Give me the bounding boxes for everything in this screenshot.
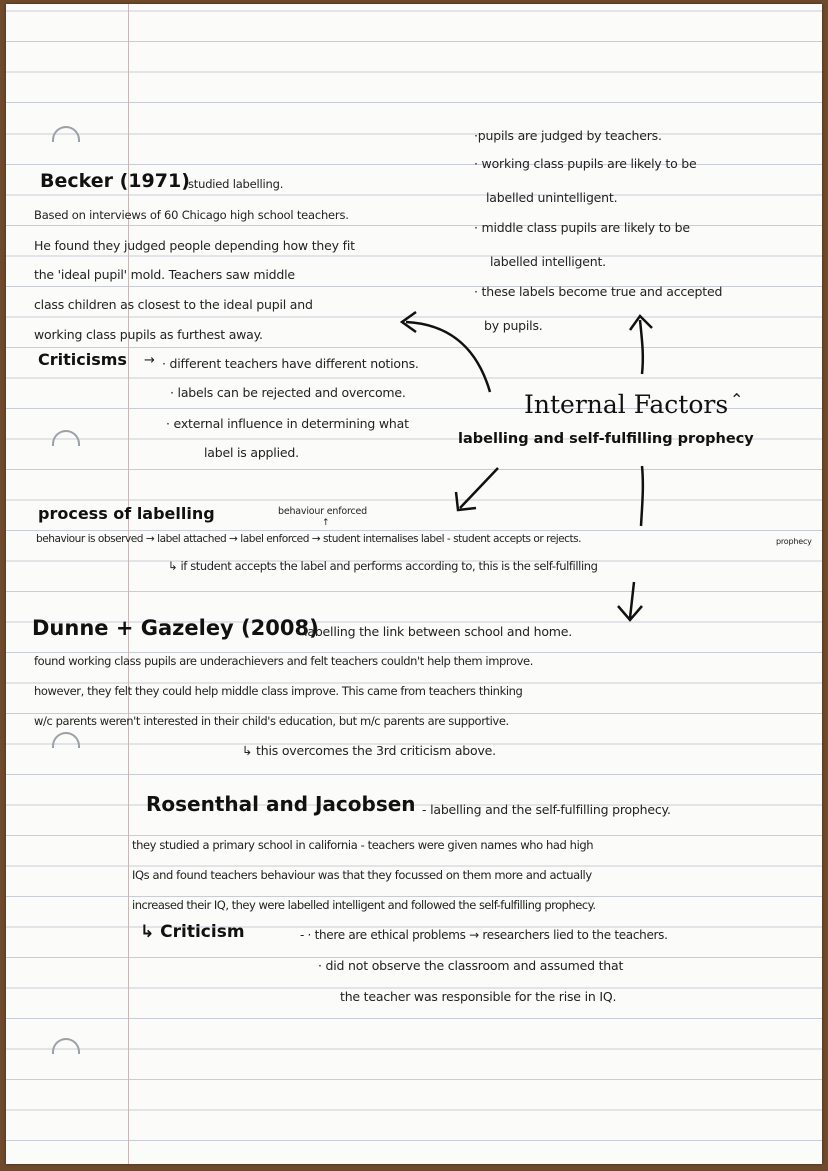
list-item: · working class pupils are likely to be xyxy=(474,156,697,171)
process-prophecy: prophecy xyxy=(776,537,812,546)
rosenthal-subtitle: - labelling and the self-fulfilling prophecy. xyxy=(422,802,671,817)
arrow-icon: → xyxy=(144,353,155,368)
criticisms-heading: Criticisms xyxy=(38,350,127,369)
punch-hole xyxy=(52,126,80,142)
notebook-page xyxy=(6,4,822,1164)
criticism-item: · external influence in determining what xyxy=(166,416,409,431)
becker-heading: Becker (1971) xyxy=(40,170,190,192)
punch-hole xyxy=(52,430,80,446)
list-item: labelled unintelligent. xyxy=(486,190,618,205)
caret-up-icon: ↑ xyxy=(322,518,330,528)
rosenthal-line: increased their IQ, they were labelled intelligent and followed the self-fulfilling prophecy. xyxy=(132,898,596,912)
criticism-item: label is applied. xyxy=(204,445,299,460)
punch-hole xyxy=(52,1038,80,1054)
rosenthal-line: IQs and found teachers behaviour was that they focussed on them more and actually xyxy=(132,868,592,882)
list-item: labelled intelligent. xyxy=(490,254,606,269)
process-line: ↳ if student accepts the label and performs according to, this is the self-fulfilling xyxy=(168,559,598,573)
becker-line: the 'ideal pupil' mold. Teachers saw middle xyxy=(34,267,295,282)
rosenthal-criticism-item: - · there are ethical problems → researchers lied to the teachers. xyxy=(300,928,668,942)
dunne-subtitle: - labelling the link between school and home. xyxy=(296,624,573,639)
becker-subtitle: studied labelling. xyxy=(188,177,284,191)
dunne-heading: Dunne + Gazeley (2008) xyxy=(32,616,319,640)
punch-hole xyxy=(52,732,80,748)
list-item: · these labels become true and accepted xyxy=(474,284,723,299)
rosenthal-heading: Rosenthal and Jacobsen xyxy=(146,792,416,816)
becker-line: Based on interviews of 60 Chicago high school teachers. xyxy=(34,208,349,222)
line-down-icon xyxy=(632,462,652,532)
dunne-line: w/c parents weren't interested in their child's education, but m/c parents are supportive. xyxy=(34,714,509,728)
list-item: ·pupils are judged by teachers. xyxy=(474,128,662,143)
arrow-to-becker-icon xyxy=(386,304,506,404)
rosenthal-criticism-heading: ↳ Criticism xyxy=(140,922,245,942)
rosenthal-criticism-item: · did not observe the classroom and assumed that xyxy=(318,958,624,973)
arrow-to-list-icon xyxy=(622,310,662,380)
process-line: behaviour is observed → label attached → label enforced → student internalises label - student accepts or rejects. xyxy=(36,533,582,545)
rosenthal-line: they studied a primary school in california - teachers were given names who had high xyxy=(132,838,594,852)
dunne-line: ↳ this overcomes the 3rd criticism above. xyxy=(242,743,496,758)
list-item: · middle class pupils are likely to be xyxy=(474,220,690,235)
becker-line: working class pupils as furthest away. xyxy=(34,327,263,342)
process-heading: process of labelling xyxy=(38,504,215,523)
list-item: by pupils. xyxy=(484,318,543,333)
process-note: behaviour enforced xyxy=(278,506,367,517)
center-title: Internal Factors xyxy=(524,390,729,419)
becker-line: He found they judged people depending how they fit xyxy=(34,238,355,253)
dunne-line: however, they felt they could help middle class improve. This came from teachers thinking xyxy=(34,684,523,698)
dunne-line: found working class pupils are underachievers and felt teachers couldn't help them improve. xyxy=(34,654,533,668)
rosenthal-criticism-item: the teacher was responsible for the rise in IQ. xyxy=(340,989,617,1004)
criticism-item: · different teachers have different notions. xyxy=(162,356,419,371)
center-subtitle: labelling and self-fulfilling prophecy xyxy=(458,431,754,447)
squiggle-icon: ⌃ xyxy=(730,390,744,409)
arrow-to-dunne-icon xyxy=(612,578,652,626)
criticism-item: · labels can be rejected and overcome. xyxy=(170,385,406,400)
arrow-to-process-icon xyxy=(446,460,506,520)
becker-line: class children as closest to the ideal pupil and xyxy=(34,297,313,312)
